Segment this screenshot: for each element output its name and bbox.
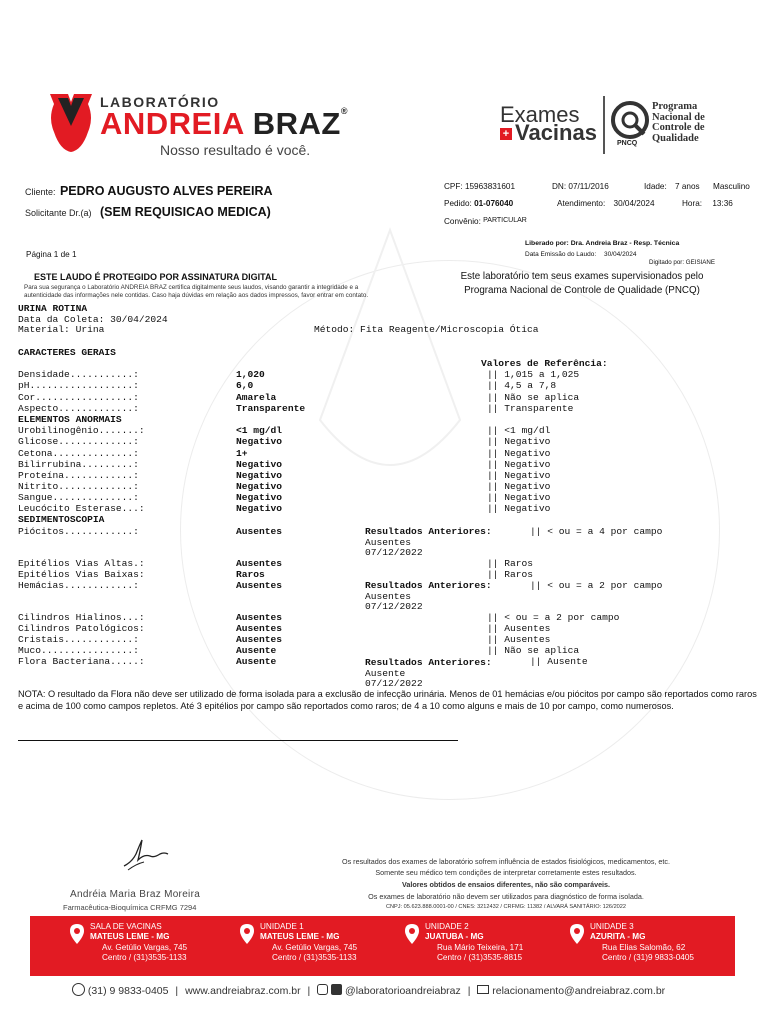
- result-value: 1,020: [236, 369, 265, 380]
- result-label: Cor.................:: [18, 392, 139, 403]
- anterior-piocitos-date: 07/12/2022: [365, 547, 423, 558]
- anterior-hemacias-date: 07/12/2022: [365, 601, 423, 612]
- solicitante-row: Solicitante Dr.(a) (SEM REQUISICAO MEDICA): [25, 205, 271, 219]
- result-value: Negativo: [236, 436, 283, 447]
- pncq-title: Programa Nacional de Controle de Qualidade: [652, 101, 705, 144]
- result-value: Ausentes: [236, 526, 283, 537]
- contact-bar: [72, 983, 665, 997]
- result-value: Ausentes: [236, 580, 283, 591]
- divider: [603, 96, 605, 154]
- pncq-notice: Este laboratório tem seus exames supervisionados pelo Programa Nacional de Controle de Qualidade (PNCQ): [460, 271, 704, 296]
- reference-value: || < ou = a 4 por campo: [530, 526, 663, 537]
- reference-value: || Não se aplica: [487, 392, 580, 403]
- unit-phone: Centro / (31)3535-8815: [437, 952, 523, 962]
- exam-coleta: Data da Coleta: 30/04/2024: [18, 314, 168, 325]
- disclaimer-4: Os exames de laboratório não devem ser utilizados para diagnóstico de forma isolada.: [368, 892, 644, 901]
- unit-text: [90, 922, 230, 963]
- result-label: Nitrito.............:: [18, 481, 139, 492]
- unit-phone: Centro / (31)9 9833-0405: [602, 952, 694, 962]
- unit-city: JUATUBA - MG: [425, 932, 484, 942]
- unit-address: Av. Getúlio Vargas, 745: [102, 942, 188, 952]
- result-label: Cristais............:: [18, 634, 139, 645]
- result-value: <1 mg/dl: [236, 425, 283, 436]
- signer-name: Andréia Maria Braz Moreira: [70, 889, 201, 900]
- result-label: Epitélios Vias Baixas:: [18, 569, 145, 580]
- result-value: Ausentes: [236, 558, 283, 569]
- whatsapp-number: (31) 9 9833-0405: [87, 985, 169, 997]
- reference-value: || Negativo: [487, 436, 551, 447]
- result-value: Raros: [236, 569, 265, 580]
- atendimento: Atendimento: 30/04/2024: [557, 199, 655, 208]
- anteriores-label-hemacias: Resultados Anteriores:: [365, 580, 492, 591]
- unit-title: UNIDADE 3: [590, 922, 634, 931]
- result-label: pH..................:: [18, 380, 139, 391]
- result-value: Transparente: [236, 403, 306, 414]
- result-label: Aspecto.............:: [18, 403, 139, 414]
- separator: |: [467, 985, 471, 997]
- anteriores-label-flora: Resultados Anteriores:: [365, 657, 492, 668]
- reference-value: || <1 mg/dl: [487, 425, 551, 436]
- pncq-logo-icon: [610, 100, 650, 140]
- email-link[interactable]: relacionamento@andreiabraz.com.br: [492, 985, 666, 997]
- map-pin-icon: [570, 924, 584, 944]
- exames-vacinas-vacinas: + Vacinas: [500, 120, 597, 146]
- result-value: Negativo: [236, 503, 283, 514]
- liberado-por: Liberado por: Dra. Andreia Braz - Resp. Técnica: [525, 240, 680, 247]
- nota: NOTA: O resultado da Flora não deve ser utilizado de forma isolada para a exclusão de infecção urinária. Menos de 01 hemácias e/ou piócitos por campo são reportados como raros e acima de 100 como campos repletos. Até 3 epitélios por campo são reportados como raros; de 4 a 10 como alguns e mais de 10 por campo, como numerosos.: [18, 689, 757, 711]
- facebook-icon: [331, 984, 342, 995]
- result-value: Ausentes: [236, 612, 283, 623]
- result-value: 1+: [236, 448, 248, 459]
- unit-city: MATEUS LEME - MG: [90, 932, 170, 942]
- unit-title: SALA DE VACINAS: [90, 922, 162, 931]
- convenio: Convênio: PARTICULAR: [444, 217, 527, 226]
- units-footer: [30, 916, 735, 976]
- result-value: Ausente: [236, 645, 277, 656]
- reference-value: || Não se aplica: [487, 645, 580, 656]
- map-pin-icon: [70, 924, 84, 944]
- exames-vacinas-exames: Exames: [500, 102, 580, 127]
- hora: Hora: 13:36: [682, 199, 733, 208]
- exam-material: Material: Urina: [18, 324, 105, 335]
- idade: Idade: 7 anos: [644, 182, 700, 191]
- reference-value: || Ausentes: [487, 623, 551, 634]
- logo-slogan: Nosso resultado é você.: [160, 142, 311, 158]
- result-value: Amarela: [236, 392, 277, 403]
- result-value: Negativo: [236, 492, 283, 503]
- result-label: Glicose.............:: [18, 436, 139, 447]
- reference-value: || Negativo: [487, 503, 551, 514]
- unit-title: UNIDADE 1: [260, 922, 304, 931]
- signer-crf: Farmacêutica-Bioquímica CRFMG 7294: [63, 903, 197, 912]
- digitado-por: Digitado por: GEISIANE: [649, 259, 716, 266]
- digital-signature-title: ESTE LAUDO É PROTEGIDO POR ASSINATURA DIGITAL: [34, 272, 278, 282]
- reference-value: || Negativo: [487, 459, 551, 470]
- result-value: 6,0: [236, 380, 254, 391]
- logo-laboratorio: LABORATÓRIO: [100, 94, 220, 110]
- disclaimer-3: Valores obtidos de ensaios diferentes, não são comparáveis.: [401, 880, 611, 889]
- cliente-row: Cliente: PEDRO AUGUSTO ALVES PEREIRA: [25, 184, 273, 198]
- pncq-small-label: PNCQ: [617, 140, 638, 147]
- reference-value: || Negativo: [487, 470, 551, 481]
- result-label: Sangue..............:: [18, 492, 139, 503]
- unit-address: Rua Elias Salomão, 62: [602, 942, 686, 952]
- result-label: Cetona..............:: [18, 448, 139, 459]
- map-pin-icon: [405, 924, 419, 944]
- reference-value: || < ou = a 2 por campo: [487, 612, 620, 623]
- result-value: Negativo: [236, 481, 283, 492]
- divider-line: [18, 740, 458, 741]
- andreia-braz-drop-logo: [48, 92, 94, 154]
- result-value: Ausentes: [236, 623, 283, 634]
- cpf: CPF: 15963831601: [444, 182, 516, 191]
- result-label: Proteína............:: [18, 470, 139, 481]
- exam-metodo: Método: Fita Reagente/Microscopia Ótica: [314, 324, 539, 335]
- reference-value: || Negativo: [487, 481, 551, 492]
- reference-value: || Negativo: [487, 448, 551, 459]
- unit-city: AZURITA - MG: [590, 932, 646, 942]
- ref-title: Valores de Referência:: [481, 358, 608, 369]
- map-pin-icon: [240, 924, 254, 944]
- result-label: Leucócito Esterase...:: [18, 503, 145, 514]
- unit-address: Rua Mário Teixeira, 171: [437, 942, 524, 952]
- social-handle[interactable]: @laboratorioandreiabraz: [345, 985, 461, 997]
- watermark-logo: [310, 220, 470, 520]
- anterior-hemacias-value: Ausentes: [365, 591, 412, 602]
- result-value: Negativo: [236, 470, 283, 481]
- reference-value: || Raros: [487, 569, 534, 580]
- unit-title: UNIDADE 2: [425, 922, 469, 931]
- pedido: Pedido: 01-076040: [444, 199, 514, 208]
- unit-phone: Centro / (31)3535-1133: [272, 952, 357, 962]
- reference-value: || Ausentes: [487, 634, 551, 645]
- result-label: Cilindros Patológicos:: [18, 623, 145, 634]
- reference-value: || Ausente: [530, 656, 588, 667]
- unit-city: MATEUS LEME - MG: [260, 932, 340, 942]
- disclaimer-1: Os resultados dos exames de laboratório sofrem influência de estados fisiológicos, medicamentos, etc.: [342, 857, 670, 866]
- page-number: Página 1 de 1: [26, 250, 77, 259]
- sexo: Masculino: [713, 182, 750, 191]
- reference-value: || Raros: [487, 558, 534, 569]
- email-icon: [477, 985, 489, 994]
- unit-address: Av. Getúlio Vargas, 745: [272, 942, 358, 952]
- anterior-flora-value: Ausente: [365, 668, 406, 679]
- result-label: Bilirrubina.........:: [18, 459, 139, 470]
- sedimentoscopia: SEDIMENTOSCOPIA: [18, 514, 105, 525]
- dn: DN: 07/11/2016: [552, 182, 609, 191]
- website-link[interactable]: www.andreiabraz.com.br: [185, 985, 301, 997]
- disclaimer-2: Somente seu médico tem condições de interpretar corretamente estes resultados.: [375, 868, 637, 877]
- reference-value: || Negativo: [487, 492, 551, 503]
- disclaimer-5: CNPJ: 05.623.888.0001-00 / CNES: 3212432 / CRFMG: 11382 / ALVARÁ SANITÁRIO: 126/2022: [385, 904, 627, 910]
- elementos-anormais: ELEMENTOS ANORMAIS: [18, 414, 122, 425]
- result-label: Densidade...........:: [18, 369, 139, 380]
- result-value: Ausente: [236, 656, 277, 667]
- result-label: Cilindros Hialinos...:: [18, 612, 145, 623]
- result-label: Epitélios Vias Altas.:: [18, 558, 145, 569]
- result-value: Negativo: [236, 459, 283, 470]
- anterior-flora-date: 07/12/2022: [365, 678, 423, 689]
- result-value: Ausentes: [236, 634, 283, 645]
- result-label: Muco................:: [18, 645, 139, 656]
- exam-title: URINA ROTINA: [18, 303, 88, 314]
- result-label: Flora Bacteriana.....:: [18, 656, 145, 667]
- reference-value: || 1,015 a 1,025: [487, 369, 580, 380]
- signature-image: [120, 836, 170, 872]
- result-label: Piócitos............:: [18, 526, 139, 537]
- whatsapp-icon: [72, 983, 85, 996]
- cliente-name: PEDRO AUGUSTO ALVES PEREIRA: [59, 184, 273, 198]
- result-label: Hemácias............:: [18, 580, 139, 591]
- reference-value: || Transparente: [487, 403, 574, 414]
- unit-text: [260, 922, 400, 963]
- logo-andreia-braz: ANDREIA BRAZ®: [100, 106, 348, 141]
- anteriores-label-piocitos: Resultados Anteriores:: [365, 526, 492, 537]
- reference-value: || 4,5 a 7,8: [487, 380, 557, 391]
- anterior-piocitos-value: Ausentes: [365, 537, 412, 548]
- result-label: Urobilinogênio.......:: [18, 425, 145, 436]
- unit-text: [590, 922, 730, 963]
- reference-value: || < ou = a 2 por campo: [530, 580, 663, 591]
- plus-icon: +: [500, 128, 512, 140]
- separator: |: [307, 985, 311, 997]
- solicitante-value: (SEM REQUISICAO MEDICA): [99, 205, 271, 219]
- instagram-icon: [317, 984, 328, 995]
- data-emissao: Data Emissão do Laudo: 30/04/2024: [525, 251, 637, 258]
- caracteres-gerais: CARACTERES GERAIS: [18, 347, 116, 358]
- separator: |: [175, 985, 179, 997]
- digital-signature-text: Para sua segurança o Laboratório ANDREIA BRAZ certifica digitalmente seus laudos, visando garantir a integridade e a autenticidade das informações nele contidas. Caso haja dúvidas em relação aos dados impressos, favor entrar em contato.: [24, 284, 369, 299]
- unit-text: [425, 922, 565, 963]
- unit-phone: Centro / (31)3535-1133: [102, 952, 187, 962]
